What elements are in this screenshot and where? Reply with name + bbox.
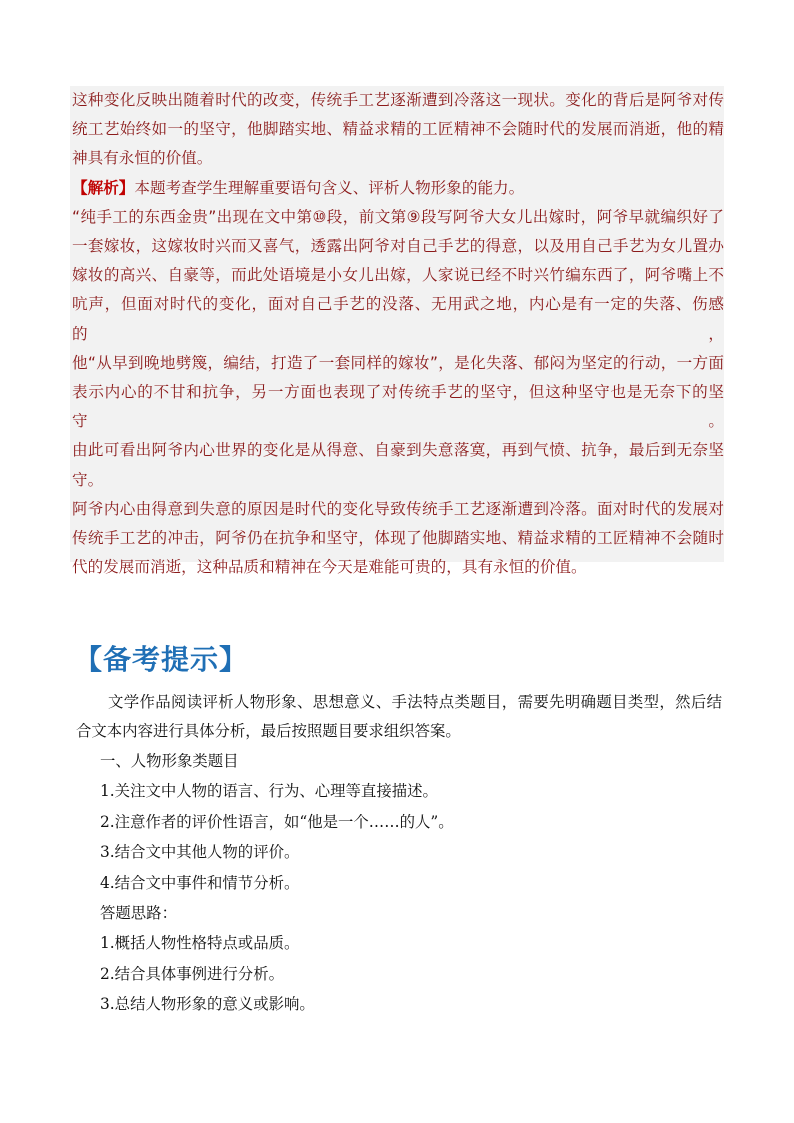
analysis-line: 吭声，但面对时代的变化，面对自己手艺的没落、无用武之地，内心是有一定的失落、伤感的， <box>72 295 724 343</box>
analysis-tag: 【解析】 <box>72 178 135 197</box>
thinking-heading: 答题思路： <box>100 904 177 923</box>
subsection-heading: 一、人物形象类题目 <box>100 752 239 770</box>
analysis-line: “纯手工的东西金贵”出现在文中第⑩段，前文第⑨段写阿爷大女儿出嫁时，阿爷早就编织好了 <box>72 207 724 226</box>
tips-intro-line: 文学作品阅读评析人物形象、思想意义、手法特点类题目，需要先明确题目类型，然后结 <box>108 693 722 711</box>
section-title: 【备考提示】 <box>74 643 249 676</box>
list-item: 4.结合文中事件和情节分析。 <box>100 873 300 892</box>
tips-body <box>76 688 722 1020</box>
analysis-line: 他“从早到晚地劈篾，编结，打造了一套同样的嫁妆”，是化失落、郁闷为坚定的行动，一方面 <box>72 353 724 372</box>
list-item: 2.结合具体事例进行分析。 <box>100 964 284 983</box>
list-item: 1.关注文中人物的语言、行为、心理等直接描述。 <box>100 782 438 801</box>
analysis-line: 表示内心的不甘和抗争，另一方面也表现了对传统手艺的坚守，但这种坚守也是无奈下的坚守。 <box>72 383 724 431</box>
analysis-intro: 本题考查学生理解重要语句含义、评析人物形象的能力。 <box>134 178 525 197</box>
analysis-line: 嫁妆的高兴、自豪等，而此处语境是小女儿出嫁，人家说已经不时兴竹编东西了，阿爷嘴上不 <box>72 266 724 285</box>
analysis-line: 一套嫁妆，这嫁妆时兴而又喜气，透露出阿爷对自己手艺的得意，以及用自己手艺为女儿置办 <box>72 237 724 256</box>
answer-line: 这种变化反映出随着时代的改变，传统手工艺逐渐遭到冷落这一现状。变化的背后是阿爷对传 <box>72 91 724 109</box>
analysis-line: 阿爷内心由得意到失意的原因是时代的变化导致传统手工艺逐渐遭到冷落。面对时代的发展对 <box>72 499 724 518</box>
answer-block <box>70 86 724 577</box>
analysis-intro-line <box>70 174 724 203</box>
list-item: 3.总结人物形象的意义或影响。 <box>100 995 315 1014</box>
list-item: 3.结合文中其他人物的评价。 <box>100 843 300 862</box>
analysis-line: 传统手工艺的冲击，阿爷仍在抗争和坚守，体现了他脚踏实地、精益求精的工匠精神不会随时 <box>72 529 724 548</box>
analysis-line: 代的发展而消逝，这种品质和精神在今天是难能可贵的，具有永恒的价值。 <box>72 558 587 577</box>
answer-line: 统工艺始终如一的坚守，他脚踏实地、精益求精的工匠精神不会随时代的发展而消逝，他的精 <box>72 120 724 139</box>
answer-line: 神具有永恒的价值。 <box>72 149 213 168</box>
analysis-line: 守。 <box>72 470 104 489</box>
analysis-line: 由此可看出阿爷内心世界的变化是从得意、自豪到失意落寞，再到气愤、抗争，最后到无奈坚 <box>72 441 724 460</box>
tips-intro-line: 合文本内容进行具体分析，最后按照题目要求组织答案。 <box>76 722 461 740</box>
list-item: 2.注意作者的评价性语言，如“他是一个……的人”。 <box>100 812 454 831</box>
list-item: 1.概括人物性格特点或品质。 <box>100 934 300 953</box>
